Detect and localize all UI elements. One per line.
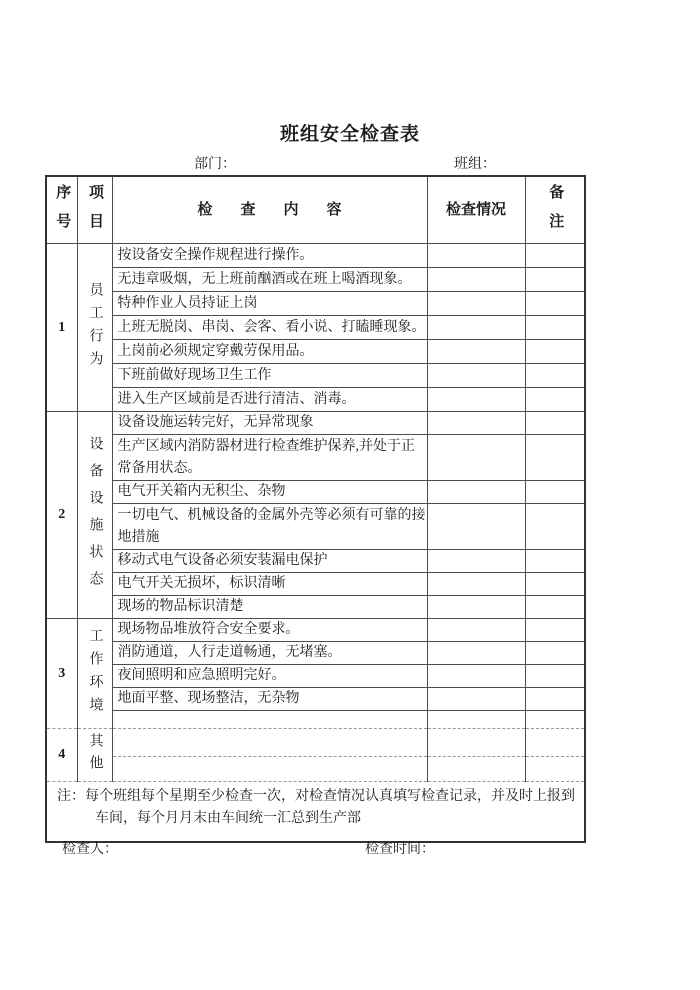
- table-row: [46, 729, 585, 757]
- remark-cell[interactable]: [525, 573, 585, 596]
- remark-cell[interactable]: [525, 619, 585, 642]
- status-cell[interactable]: [427, 619, 525, 642]
- row-content-cell: 按设备安全操作规程进行操作。: [112, 244, 427, 268]
- status-cell[interactable]: [427, 642, 525, 665]
- time-blank-field[interactable]: [438, 838, 528, 859]
- row-content-cell: 一切电气、机械设备的金属外壳等必须有可靠的接地措施: [112, 504, 427, 550]
- table-row: [46, 665, 585, 688]
- remark-cell[interactable]: [525, 756, 585, 781]
- status-cell[interactable]: [427, 665, 525, 688]
- table-row: [46, 268, 585, 292]
- row-content-cell: 设备设施运转完好，无异常现象: [112, 412, 427, 435]
- remark-cell[interactable]: [525, 412, 585, 435]
- status-cell[interactable]: [427, 688, 525, 711]
- row-content-cell: 现场的物品标识清楚: [112, 596, 427, 619]
- remark-cell[interactable]: [525, 292, 585, 316]
- section-item-cell: 员工行为: [77, 244, 112, 412]
- row-content-cell: 电气开关无损坏，标识清晰: [112, 573, 427, 596]
- remark-cell[interactable]: [525, 268, 585, 292]
- table-row: [46, 642, 585, 665]
- remark-cell[interactable]: [525, 388, 585, 412]
- table-row: [46, 481, 585, 504]
- section-item-cell: 其他: [77, 729, 112, 782]
- remark-cell[interactable]: [525, 316, 585, 340]
- status-cell[interactable]: [427, 412, 525, 435]
- status-cell[interactable]: [427, 504, 525, 550]
- row-content-cell: 上班无脱岗、串岗、会客、看小说、打瞌睡现象。: [112, 316, 427, 340]
- department-label: 部门：: [194, 157, 236, 172]
- table-row: [46, 292, 585, 316]
- remark-cell[interactable]: [525, 504, 585, 550]
- table-wrapper: [45, 175, 586, 843]
- status-cell[interactable]: [427, 268, 525, 292]
- table-row: [46, 504, 585, 550]
- remark-cell[interactable]: [525, 435, 585, 481]
- department-blank-field[interactable]: [238, 153, 328, 174]
- status-cell[interactable]: [427, 481, 525, 504]
- row-content-cell: 夜间照明和应急照明完好。: [112, 665, 427, 688]
- remark-cell[interactable]: [525, 642, 585, 665]
- inspector-label: 检查人：: [62, 842, 118, 857]
- table-row: [46, 388, 585, 412]
- header-no: 序号: [46, 176, 77, 244]
- row-content-cell: 进入生产区域前是否进行清洁、消毒。: [112, 388, 427, 412]
- header-remark: 备注: [525, 176, 585, 244]
- remark-cell[interactable]: [525, 364, 585, 388]
- row-content-cell: 生产区域内消防器材进行检查维护保养,并处于正常备用状态。: [112, 435, 427, 481]
- status-cell[interactable]: [427, 596, 525, 619]
- status-cell[interactable]: [427, 550, 525, 573]
- status-cell[interactable]: [427, 435, 525, 481]
- row-content-cell: 特种作业人员持证上岗: [112, 292, 427, 316]
- table-row: [46, 711, 585, 729]
- remark-cell[interactable]: [525, 596, 585, 619]
- table-row: [46, 316, 585, 340]
- status-cell[interactable]: [427, 756, 525, 781]
- note-row: [46, 782, 585, 842]
- status-cell[interactable]: [427, 292, 525, 316]
- status-cell[interactable]: [427, 388, 525, 412]
- section-item-cell: 设备设施状态: [77, 412, 112, 619]
- team-blank-field[interactable]: [498, 153, 588, 174]
- table-row: [46, 756, 585, 781]
- header-content: 检查内容: [112, 176, 427, 244]
- section-number-cell: 1: [46, 244, 77, 412]
- remark-cell[interactable]: [525, 665, 585, 688]
- table-row: [46, 688, 585, 711]
- table-row: [46, 435, 585, 481]
- table-row: [46, 340, 585, 364]
- header-item: 项目: [77, 176, 112, 244]
- remark-cell[interactable]: [525, 729, 585, 757]
- row-content-cell: 无违章吸烟，无上班前酗酒或在班上喝酒现象。: [112, 268, 427, 292]
- row-content-cell: 移动式电气设备必须安装漏电保护: [112, 550, 427, 573]
- row-content-cell[interactable]: [112, 729, 427, 757]
- table-row: [46, 364, 585, 388]
- section-number-cell: 4: [46, 729, 77, 782]
- status-cell[interactable]: [427, 711, 525, 729]
- page-title: 班组安全检查表: [279, 124, 420, 145]
- table-row: [46, 244, 585, 268]
- section-number-cell: 3: [46, 619, 77, 729]
- row-content-cell: 上岗前必须规定穿戴劳保用品。: [112, 340, 427, 364]
- status-cell[interactable]: [427, 573, 525, 596]
- remark-cell[interactable]: [525, 340, 585, 364]
- status-cell[interactable]: [427, 340, 525, 364]
- row-content-cell: 电气开关箱内无积尘、杂物: [112, 481, 427, 504]
- section-number-cell: 2: [46, 412, 77, 619]
- table-row: [46, 412, 585, 435]
- table-row: [46, 596, 585, 619]
- header-row: [46, 176, 585, 244]
- team-label: 班组：: [454, 157, 496, 172]
- inspection-table: [45, 175, 586, 843]
- inspector-blank-field[interactable]: [120, 838, 210, 859]
- remark-cell[interactable]: [525, 711, 585, 729]
- remark-cell[interactable]: [525, 550, 585, 573]
- table-row: [46, 550, 585, 573]
- row-content-cell: 地面平整、现场整洁，无杂物: [112, 688, 427, 711]
- header-status: 检查情况: [427, 176, 525, 244]
- row-content-cell[interactable]: [112, 711, 427, 729]
- row-content-cell: 现场物品堆放符合安全要求。: [112, 619, 427, 642]
- remark-cell[interactable]: [525, 688, 585, 711]
- remark-cell[interactable]: [525, 244, 585, 268]
- table-row: [46, 619, 585, 642]
- row-content-cell: 下班前做好现场卫生工作: [112, 364, 427, 388]
- table-row: [46, 573, 585, 596]
- note-cell: 注：每个班组每个星期至少检查一次，对检查情况认真填写检查记录，并及时上报到车间，每个月月末由车间统一汇总到生产部: [46, 782, 585, 842]
- row-content-cell[interactable]: [112, 756, 427, 781]
- time-label: 检查时间：: [365, 842, 435, 857]
- status-cell[interactable]: [427, 316, 525, 340]
- section-item-cell: 工作环境: [77, 619, 112, 729]
- status-cell[interactable]: [427, 244, 525, 268]
- status-cell[interactable]: [427, 729, 525, 757]
- remark-cell[interactable]: [525, 481, 585, 504]
- row-content-cell: 消防通道，人行走道畅通，无堵塞。: [112, 642, 427, 665]
- status-cell[interactable]: [427, 364, 525, 388]
